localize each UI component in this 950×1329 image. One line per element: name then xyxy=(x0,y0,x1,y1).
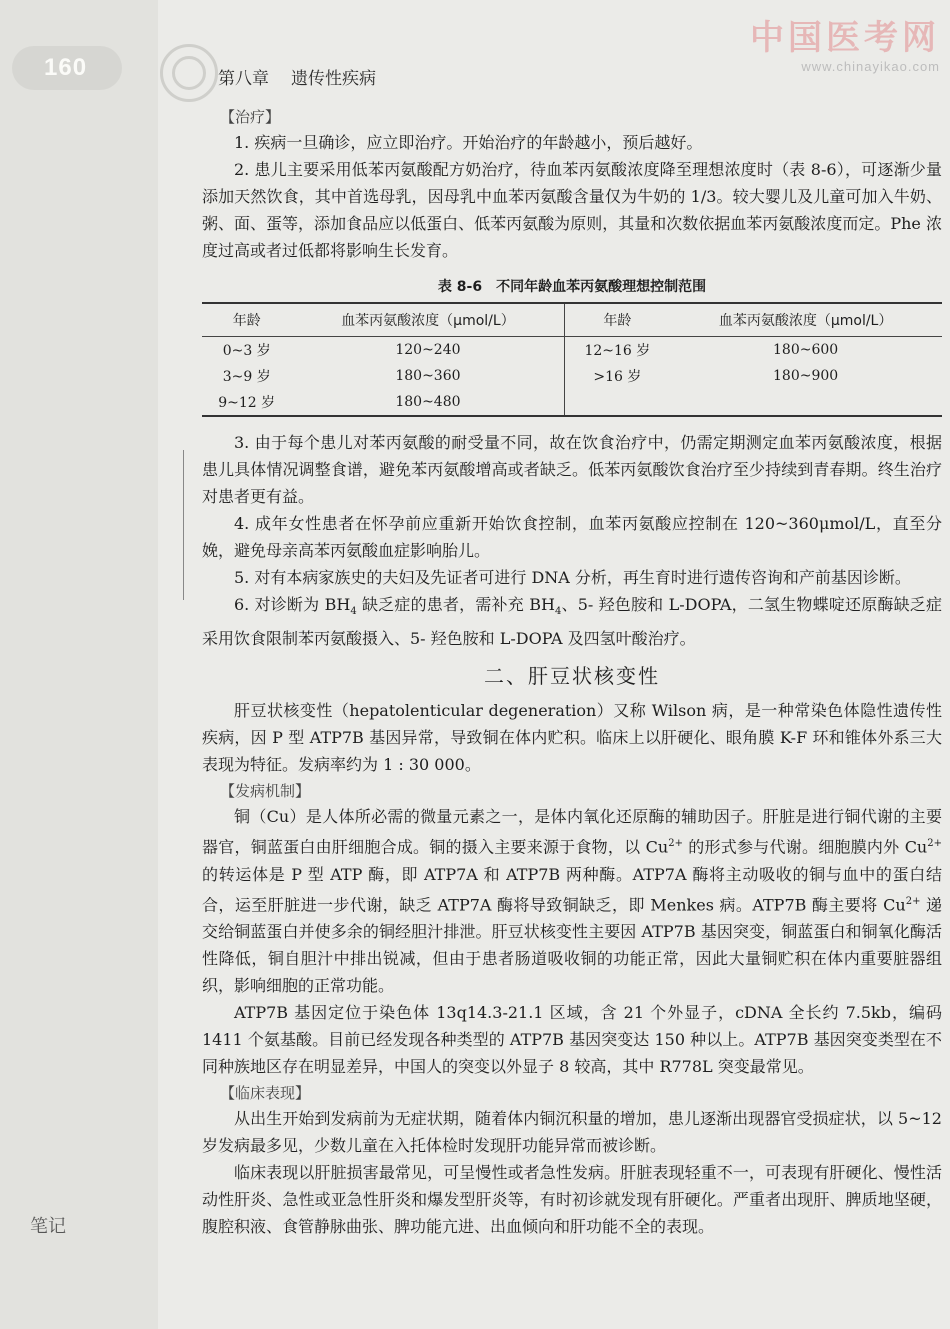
margin-note: 笔记 xyxy=(30,1216,66,1237)
watermark xyxy=(700,10,940,74)
table-cell: 3~9 岁 xyxy=(222,369,271,385)
treatment-p6: 6. 对诊断为 $BH_4$ 缺乏症的患者，需补充 $BH_4$、5- 羟色胺和 L-DOPA，二氢生物蝶啶还原酶缺乏症采用饮食限制苯丙氨酸摄入、5- 羟色胺和 L-DOPA 及四氢叶酸治疗。 xyxy=(202,595,942,649)
col-age-right: 年龄 xyxy=(565,303,669,337)
table-cell: 9~12 岁 xyxy=(218,395,276,411)
wilson-intro: 肝豆状核变性（hepatolenticular degeneration）又称 Wilson 病，是一种常染色体隐性遗传性疾病，因 P 型 ATP7B 基因异常，导致铜在体内贮积。临床上以肝硬化、眼角膜 K-F 环和锥体外系三大表现为特征。发病率约为 1 : 30 000。 xyxy=(202,701,942,775)
table-cell xyxy=(565,389,669,416)
treatment-p1: 1. 疾病一旦确诊，应立即治疗。开始治疗的年龄越小，预后越好。 xyxy=(234,133,703,152)
table-caption: 表 8-6 不同年龄血苯丙氨酸理想控制范围 xyxy=(437,279,707,295)
treatment-p3: 3. 由于每个患儿对苯丙氨酸的耐受量不同，故在饮食治疗中，仍需定期测定血苯丙氨酸浓度，根据患儿具体情况调整食谱，避免苯丙氨酸增高或者缺乏。低苯丙氨酸饮食治疗至少持续到青春期。终生治疗对患者更有益。 xyxy=(202,433,942,506)
col-conc-right: 血苯丙氨酸浓度（μmol/L） xyxy=(669,303,942,337)
mechanism-heading: 【发病机制】 xyxy=(220,782,311,801)
table-cell: >16 岁 xyxy=(593,369,642,385)
treatment-p5: 5. 对有本病家族史的夫妇及先证者可进行 DNA 分析，再生育时进行遗传咨询和产前基因诊断。 xyxy=(234,568,911,587)
col-conc-left: 血苯丙氨酸浓度（μmol/L） xyxy=(291,303,565,337)
page-number: 160 xyxy=(44,54,88,81)
table-row xyxy=(202,389,942,416)
watermark-url: www.chinayikao.com xyxy=(801,59,940,74)
clinical-heading: 【临床表现】 xyxy=(220,1083,311,1102)
margin-rule xyxy=(183,450,184,600)
chapter-number: 第八章 xyxy=(218,69,269,89)
treatment-p2: 2. 患儿主要采用低苯丙氨酸配方奶治疗，待血苯丙氨酸浓度降至理想浓度时（表 8-6），可逐渐少量添加天然饮食，其中首选母乳，因母乳中血苯丙氨酸含量仅为牛奶的 1/3。较大婴儿及儿童可加入牛奶、粥、面、蛋等，添加食品应以低蛋白、低苯丙氨酸为原则，其量和次数依据血苯丙氨酸浓度而定。Phe 浓度过高或者过低都将影响生长发育。 xyxy=(202,160,942,260)
section-title: 二、肝豆状核变性 xyxy=(484,664,660,689)
chapter-header xyxy=(218,64,398,89)
table-cell: 180~900 xyxy=(773,368,839,384)
spiral-logo-icon xyxy=(160,44,218,102)
watermark-text: 中国医考网 xyxy=(750,18,940,58)
mechanism-p2: ATP7B 基因定位于染色体 13q14.3-21.1 区域，含 21 个外显子，cDNA 全长约 7.5kb，编码 1411 个氨基酸。目前已经发现各种类型的 ATP7B 基因突变达 150 种以上。ATP7B 基因突变类型在不同种族地区存在明显差异，中国人的突变以外显子 8 较高，其中 R778L 突变最常见。 xyxy=(202,1002,942,1076)
table-cell: 180~600 xyxy=(773,342,839,358)
phe-range-table xyxy=(202,302,942,417)
mechanism-p1: 铜（Cu）是人体所必需的微量元素之一，是体内氧化还原酶的辅助因子。肝脏是进行铜代谢的主要器官，铜蓝蛋白由肝细胞合成。铜的摄入主要来源于食物，以 $Cu^{2+}$ 的形式参与代谢。细胞膜内外 $Cu^{2+}$ 的转运体是 P 型 ATP 酶，即 ATP7A 和 ATP7B 两种酶。ATP7A 酶将主动吸收的铜与血中的蛋白结合，运至肝脏进一步代谢，缺乏 ATP7A 酶将导致铜缺乏，即 Menkes 病。ATP7B 酶主要将 $Cu^{2+}$ 递交给铜蓝蛋白并使多余的铜经胆汁排泄。肝豆状核变性主要因 ATP7B 基因突变，铜蓝蛋白和铜氧化酶活性降低，铜自胆汁中排出锐减，但由于患者肠道吸收铜的功能正常，因此大量铜贮积在体内重要脏器组织，影响细胞的正常功能。 xyxy=(202,807,942,995)
treatment-heading: 【治疗】 xyxy=(220,108,281,126)
table-row xyxy=(202,337,942,364)
table-cell xyxy=(669,389,942,416)
chapter-title: 遗传性疾病 xyxy=(291,69,376,89)
table-cell: 120~240 xyxy=(291,337,565,364)
page-body xyxy=(202,104,942,1240)
table-cell: 0~3 岁 xyxy=(222,343,271,359)
clinical-p2: 临床表现以肝脏损害最常见，可呈慢性或者急性发病。肝脏表现轻重不一，可表现有肝硬化、慢性活动性肝炎、急性或亚急性肝炎和爆发型肝炎等，有时初诊就发现有肝硬化。严重者出现肝、脾质地坚硬，腹腔积液、食管静脉曲张、脾功能亢进、出血倾向和肝功能不全的表现。 xyxy=(202,1162,942,1236)
table-cell: 180~480 xyxy=(291,389,565,416)
table-cell: 180~360 xyxy=(291,363,565,389)
margin-strip xyxy=(0,0,158,1329)
col-age-left: 年龄 xyxy=(202,303,291,337)
table-cell: 12~16 岁 xyxy=(584,343,651,359)
table-row xyxy=(202,363,942,389)
clinical-p1: 从出生开始到发病前为无症状期，随着体内铜沉积量的增加，患儿逐渐出现器官受损症状，以 5~12 岁发病最多见，少数儿童在入托体检时发现肝功能异常而被诊断。 xyxy=(202,1108,942,1155)
treatment-p4: 4. 成年女性患者在怀孕前应重新开始饮食控制，血苯丙氨酸应控制在 120~360μmol/L，直至分娩，避免母亲高苯丙氨酸血症影响胎儿。 xyxy=(202,514,942,560)
